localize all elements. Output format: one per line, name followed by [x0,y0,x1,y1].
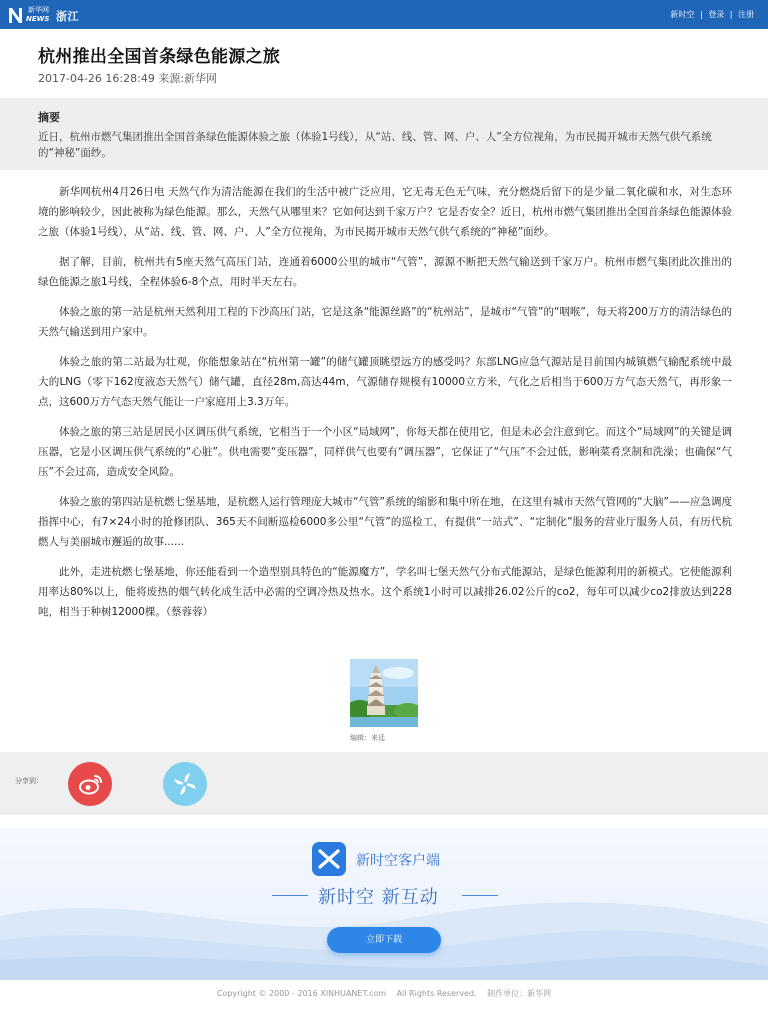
article-paragraph: 体验之旅的第一站是杭州天然利用工程的下沙高压门站，它是这条“能源丝路”的“杭州站”，是城市“气管”的“咽喉”，每天将200万方的清洁绿色的天然气输送到用户家中。 [38,306,732,338]
link-login[interactable]: 登录 [708,10,725,19]
footer-rights: All Rights Reserved. [396,989,477,998]
article-body [38,182,732,632]
abstract-box [0,98,768,170]
pinwheel-icon [163,762,207,806]
download-now-button[interactable]: 立即下载 [327,927,441,953]
article-paragraph: 新华网杭州4月26日电 天然气作为清洁能源在我们的生活中被广泛应用，它无毒无色无气味，充分燃烧后留下的是少量二氧化碳和水，对生态环境的影响较少，因此被称为绿色能源。那么，天然气从哪里来？它如何达到千家万户？它是否安全？近日，杭州市燃气集团推出全国首条绿色能源体验之旅（体验1号线），从“站、线、管、网、户、人”全方位视角，为市民揭开城市天然气供气系统的“神秘”面纱。 [38,186,732,238]
promo-divider-right [462,895,498,896]
promo-slogan: 新时空 新互动 [318,887,439,908]
weibo-icon [68,762,112,806]
share-bar [0,752,768,815]
promo-app-name: 新时空客户端 [356,853,440,869]
xinhua-logo[interactable] [8,5,88,25]
article-source: 来源:新华网 [158,72,218,85]
share-weibo-button[interactable] [68,762,112,806]
promo-divider-left [272,895,308,896]
share-label: 分享到： [15,777,43,785]
logo-city: 浙江 [56,10,79,23]
article-photo [350,659,418,727]
share-pinwheel-button[interactable] [163,762,207,806]
footer-maker: 制作单位：新华网 [487,989,552,998]
article-paragraph: 体验之旅的第四站是杭燃七堡基地，是杭燃人运行管理庞大城市“气管”系统的缩影和集中所在地，在这里有城市天然气管网的“大脑”——应急调度指挥中心，有7×24小时的抢修团队、365天不间断巡检6000多公里“气管”的巡检工，有提供“一站式”、“定制化”服务的营业厅服务人员，有历代杭燃人与美丽城市邂逅的故事...... [38,496,732,548]
link-separator: | [729,10,733,19]
publish-datetime: 2017-04-26 16:28:49 [38,72,155,85]
link-separator: | [699,10,703,19]
top-bar [0,0,768,29]
app-promo-banner [0,828,768,980]
photo-editor-caption: 编辑：来廷 [350,734,385,742]
abstract-label: 摘要 [38,111,60,124]
article-paragraph: 此外，走进杭燃七堡基地，你还能看到一个造型别具特色的“能源魔方”，学名叫七堡天然气分布式能源站，是绿色能源利用的新模式。它使能源利用率达80%以上，能将废热的烟气转化成生活中必需的空调冷热及热水。这个系统1小时可以减排26.02公斤的co2，每年可以减少co2排放达到228吨，相当于种树12000棵。（蔡蓉蓉） [38,566,732,618]
footer-copyright: Copyright © 2000 - 2016 XINHUANET.com [216,989,387,998]
logo-small-text: 新华网 [28,6,49,14]
pagoda-photo-image [350,659,418,727]
article-paragraph: 体验之旅的第二站最为壮观，你能想象站在“杭州第一罐”的储气罐顶眺望远方的感受吗？东部LNG应急气源站是目前国内城镇燃气输配系统中最大的LNG（零下162度液态天然气）储气罐，直径28m,高达44m，气源储存规模有10000立方米，气化之后相当于600万方气态天然气，再形象一点，这600万方气态天然气能让一户家庭用上3.3万年。 [38,356,732,408]
app-logo-icon [312,842,346,876]
abstract-text: 近日，杭州市燃气集团推出全国首条绿色能源体验之旅（体验1号线），从“站、线、管、网、户、人”全方位视角，为市民揭开城市天然气供气系统的“神秘”面纱。 [38,131,712,159]
article-paragraph: 据了解，目前，杭州共有5座天然气高压门站，连通着6000公里的城市“气管”，源源不断把天然气输送到千家万户。杭州市燃气集团此次推出的绿色能源之旅1号线，全程体验6-8个点，用时半天左右。 [38,256,732,288]
article-meta [38,70,217,86]
article-paragraph: 体验之旅的第三站是居民小区调压供气系统，它相当于一个小区“局域网”，你每天都在使用它，但是未必会注意到它。而这个“局域网”的关键是调压器，它是小区调压供气系统的“心脏”。供电需要“变压器”，同样供气也要有“调压器”，它保证了“气压”不会过低，影响菜肴烹制和洗澡；也确保“气压”不会过高，造成安全风险。 [38,426,732,478]
link-register[interactable]: 注册 [738,10,754,19]
footer [0,988,768,999]
link-xinshikong[interactable]: 新时空 [670,10,695,19]
logo-news-text: NEWS [26,15,50,23]
article-title: 杭州推出全国首条绿色能源之旅 [38,47,281,67]
top-links [670,9,754,20]
